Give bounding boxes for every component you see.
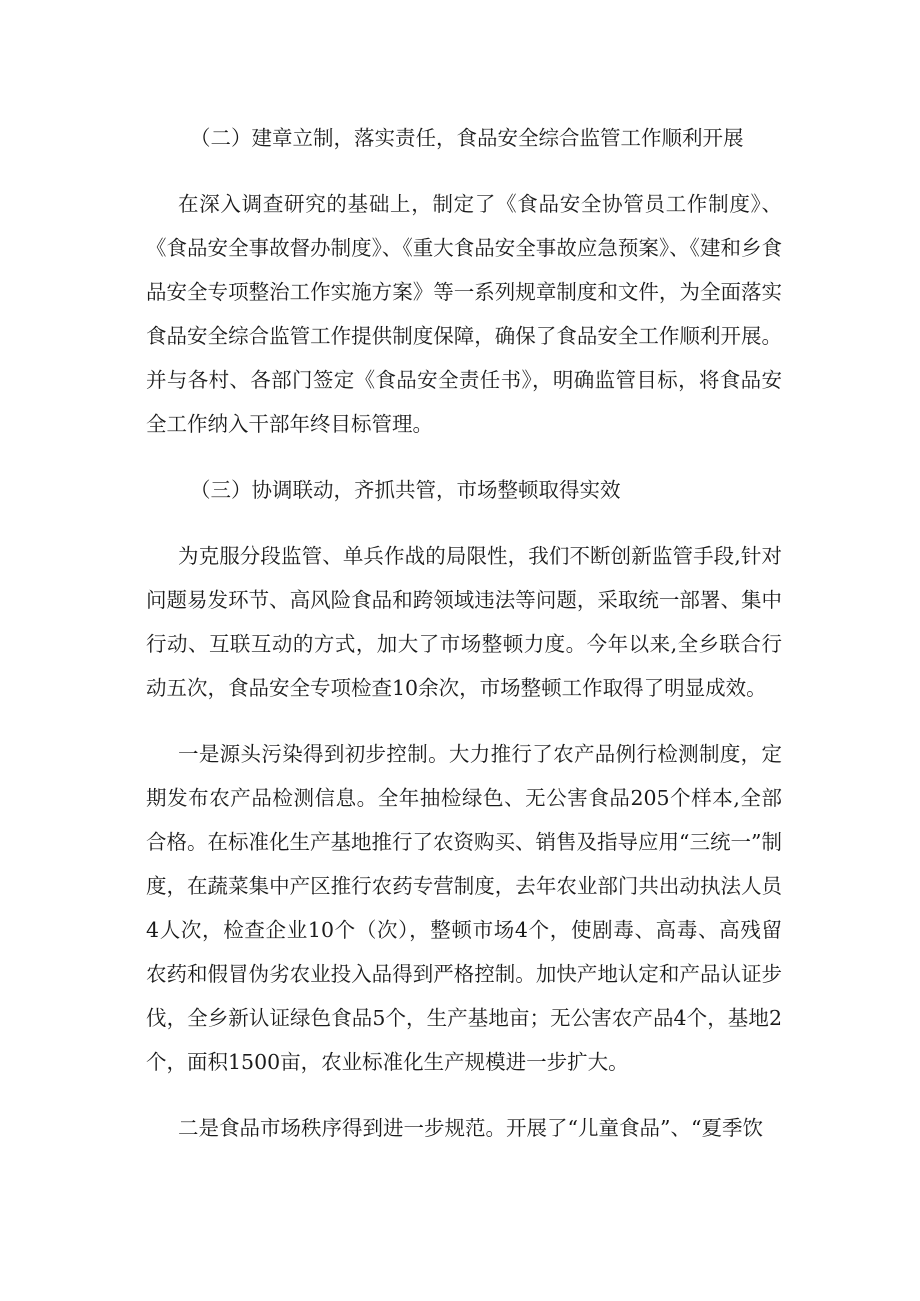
- document-body: [146, 116, 782, 1172]
- section-heading-3: （三）协调联动，齐抓共管，市场整顿取得实效: [190, 478, 621, 502]
- paragraph-market-order: 二是食品市场秩序得到进一步规范。开展了“儿童食品”、“夏季饮: [178, 1116, 763, 1140]
- paragraph-regulations: 在深入调查研究的基础上，制定了《食品安全协管员工作制度》、《食品安全事故督办制度》、《重大食品安全事故应急预案》、《建和乡食品安全专项整治工作实施方案》等一系列规章制度和文件，为全面落实食品安全综合监管工作提供制度保障，确保了食品安全工作顺利开展。并与各村、各部门签定《食品安全责任书》，明确监管目标，将食品安全工作纳入干部年终目标管理。: [146, 192, 782, 436]
- section-heading-2: （二）建章立制，落实责任，食品安全综合监管工作顺利开展: [190, 126, 744, 150]
- paragraph-market-rectification: 为克服分段监管、单兵作战的局限性，我们不断创新监管手段,针对问题易发环节、高风险食品和跨领域违法等问题，采取统一部署、集中行动、互联互动的方式，加大了市场整顿力度。今年以来,全乡联合行动五次，食品安全专项检查10余次，市场整顿工作取得了明显成效。: [146, 544, 782, 700]
- paragraph-source-pollution: 一是源头污染得到初步控制。大力推行了农产品例行检测制度，定期发布农产品检测信息。全年抽检绿色、无公害食品205个样本,全部合格。在标准化生产基地推行了农资购买、销售及指导应用“三统一”制度，在蔬菜集中产区推行农药专营制度，去年农业部门共出动执法人员4人次，检查企业10个（次），整顿市场4个，使剧毒、高毒、高残留农药和假冒伪劣农业投入品得到严格控制。加快产地认定和产品认证步伐，全乡新认证绿色食品5个，生产基地亩；无公害农产品4个，基地2个，面积1500亩，农业标准化生产规模进一步扩大。: [146, 742, 782, 1074]
